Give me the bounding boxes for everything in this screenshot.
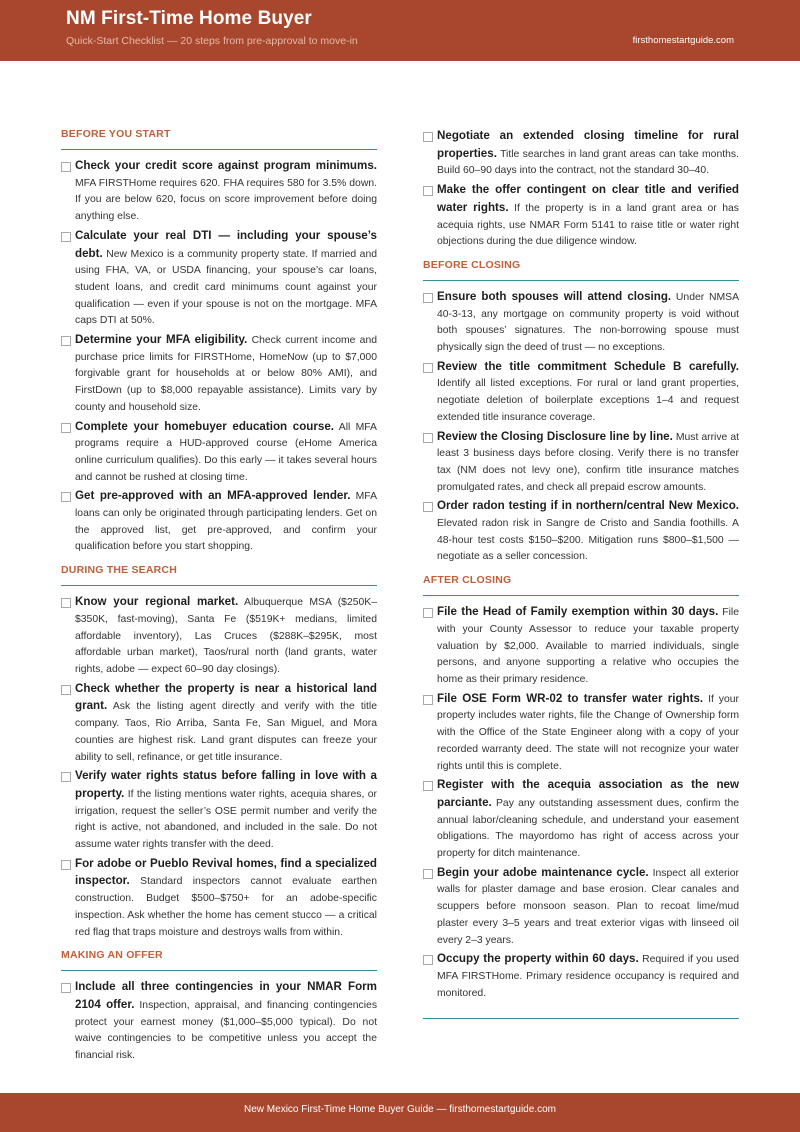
checklist-item-title: Register with the acequia association as the new parciante.: [437, 778, 739, 809]
checklist-item-description: If the property is in a land grant area or has acequia rights, use NMAR Form 5141 to raise title or water right objections during the due diligence window.: [437, 202, 739, 248]
checklist-item-title: Make the offer contingent on clear title and verified water rights.: [437, 183, 739, 214]
checklist-item-title: Calculate your real DTI — including your spouse’s debt.: [75, 228, 377, 260]
checklist-item: [61, 681, 377, 767]
closing-divider: [423, 1018, 739, 1019]
checklist-item-description: All MFA programs require a HUD-approved course (eHome America online curriculum qualifies). Do this early — it takes several hours and cannot be rushed at closing time.: [75, 421, 377, 483]
checklist-item: [423, 777, 739, 863]
checklist-item-title: Begin your adobe maintenance cycle.: [437, 865, 649, 879]
checklist-item: [61, 979, 377, 1065]
checklist-item-title: Know your regional market.: [75, 595, 239, 609]
checklist-item-description: Identify all listed exceptions. For rural or land grant properties, negotiate deletion of boilerplate exceptions 1–4 and request extended title insurance coverage.: [437, 378, 739, 423]
checklist-item: [61, 158, 377, 226]
page-title: NM First-Time Home Buyer: [66, 8, 312, 29]
checkbox[interactable]: [61, 423, 71, 433]
checkbox[interactable]: [423, 502, 433, 512]
checklist-item-description: Required if you used MFA FIRSTHome. Primary residence occupancy is required and monitored.: [437, 954, 740, 999]
section-before-closing: [423, 259, 739, 566]
checklist-item: [423, 429, 739, 497]
checkbox[interactable]: [61, 336, 71, 346]
checklist-item-title: Occupy the property within 60 days.: [437, 952, 639, 966]
checkbox[interactable]: [61, 983, 71, 993]
checklist-item: [61, 594, 377, 679]
checklist-item-description: MFA loans can only be originated through participating lenders. Get on the approved list, get pre-approved, and confirm your qualification before you start shopping.: [75, 491, 378, 553]
checklist-item-description: Albuquerque MSA ($250K–$350K, fast-moving), Santa Fe ($519K+ medians, limited affordable inventory), Las Cruces ($288K–$295K, most affordable urban market), Taos/rural north (land grants, water rights, adobe — expect 60–90 day closings).: [75, 597, 377, 675]
section-making-an-offer-continued: [423, 128, 739, 251]
right-column: [423, 128, 739, 1019]
checkbox[interactable]: [61, 232, 71, 242]
section-title: BEFORE YOU START: [61, 128, 377, 150]
checklist-item-description: Inspect all exterior walls for plaster damage and base erosion. Clear canales and scuppers before monsoon season. Plan to recoat lime/mud plaster every 3–5 years and treat exterior vigas with linseed oil every 2–3 years.: [437, 867, 740, 946]
checklist-item-description: MFA FIRSTHome requires 620. FHA requires 580 for 3.5% down. If you are below 620, focus on score improvement before doing anything else.: [75, 177, 377, 223]
section-during-the-search: [61, 564, 377, 941]
checklist-item-description: Check current income and purchase price limits for FIRSTHome, HomeNow (up to $7,000 forgivable grant for households at or below 80% AMI), and FirstDown (up to $8,000 repayable assistance). Limits vary by county and household size.: [75, 335, 378, 413]
section-after-closing: [423, 574, 739, 1002]
checklist-item-description: Ask the listing agent directly and verify with the title company. Taos, Rio Arriba, Santa Fe, San Miguel, and Mora counties are highest risk. Land grant disputes can freeze your ability to sell, refinance, or get title insurance.: [75, 701, 377, 763]
checklist-item-title: Determine your MFA eligibility.: [75, 333, 248, 347]
footer-text: New Mexico First-Time Home Buyer Guide — firsthomestartguide.com: [244, 1104, 556, 1115]
checklist-item-title: Include all three contingencies in your NMAR Form 2104 offer.: [75, 980, 377, 1011]
checklist-item-title: Review the title commitment Schedule B carefully.: [437, 359, 739, 373]
checklist-item-description: Must arrive at least 3 business days before closing. Verify there is no transfer tax (NM does not levy one), confirm title insurance matches promulgated rates, and check all prepaid escrow amounts.: [437, 431, 739, 493]
checklist-item-title: Complete your homebuyer education course.: [75, 419, 335, 433]
section-title: DURING THE SEARCH: [61, 564, 377, 586]
left-column: [61, 128, 377, 1073]
checklist-item: [423, 691, 739, 776]
checklist-item-description: Standard inspectors cannot evaluate earthen construction. Budget $500–$750+ for an adobe-specific inspection. Ask whether the home has cement stucco — a critical red flag that traps moisture and destroys walls from within.: [75, 876, 377, 938]
checklist-item-title: Check whether the property is near a historical land grant.: [75, 681, 377, 713]
checklist-item: [423, 498, 739, 566]
checkbox[interactable]: [423, 132, 433, 142]
checklist-item-description: Inspection, appraisal, and financing contingencies protect your earnest money ($1,000–$5,000 typical). Do not waive contingencies to be competitive unless you accept the financial risk.: [75, 999, 378, 1062]
checklist-item: [423, 865, 739, 950]
checklist-item: [61, 768, 377, 854]
section-title: AFTER CLOSING: [423, 574, 739, 596]
checkbox[interactable]: [423, 433, 433, 443]
checkbox[interactable]: [423, 869, 433, 879]
checklist-item-title: Check your credit score against program minimums.: [75, 159, 377, 172]
checklist-item-title: Ensure both spouses will attend closing.: [437, 289, 672, 303]
checklist-item: [423, 182, 739, 251]
checklist-item-description: Elevated radon risk in Sangre de Cristo and Sandia foothills. A 48-hour test costs $150–$200. Mitigation runs $800–$1,500 — negotiate as a seller concession.: [437, 518, 739, 563]
checklist-item: [423, 951, 739, 1002]
checkbox[interactable]: [423, 781, 433, 791]
section-before-you-start: [61, 128, 377, 556]
checkbox[interactable]: [423, 186, 433, 196]
checklist-item: [61, 228, 377, 330]
checkbox[interactable]: [61, 162, 71, 172]
checklist-item-title: Get pre-approved with an MFA-approved lender.: [75, 489, 351, 503]
checklist-item-title: File the Head of Family exemption within 30 days.: [437, 605, 719, 619]
checkbox[interactable]: [61, 685, 71, 695]
checklist-item-title: For adobe or Pueblo Revival homes, find a specialized inspector.: [75, 856, 377, 888]
checkbox[interactable]: [423, 608, 433, 618]
section-title: MAKING AN OFFER: [61, 949, 377, 971]
checklist-item-description: New Mexico is a community property state. If married and using FHA, VA, or USDA financing, your spouse’s car loans, student loans, and credit card minimums count against your qualification — even if your spouse is not on the mortgage. MFA caps DTI at 50%.: [75, 248, 378, 327]
page-header: [0, 0, 800, 61]
checkbox[interactable]: [423, 695, 433, 705]
checklist-item-description: Title searches in land grant areas can take months. Build 60–90 days into the contract, not the standard 30–40.: [437, 148, 739, 177]
checklist-item-description: If the listing mentions water rights, acequia shares, or irrigation, request the seller’s OSE permit number and verify the right is active, not abandoned, and included in the sale. Do not assume water rights transfer with the deed.: [75, 788, 377, 851]
checkbox[interactable]: [61, 772, 71, 782]
checklist-item-description: Under NMSA 40-3-13, any mortgage on community property is void without both spouses’ signatures. The non-borrowing spouse must physically sign the deed of trust — no exceptions.: [437, 291, 739, 354]
checklist-item: [61, 332, 377, 417]
checklist-item-title: File OSE Form WR-02 to transfer water rights.: [437, 691, 704, 705]
section-title: BEFORE CLOSING: [423, 259, 739, 281]
checklist-item: [423, 359, 739, 427]
checklist-item-title: Order radon testing if in northern/central New Mexico.: [437, 499, 739, 513]
checkbox[interactable]: [423, 293, 433, 303]
header-site-link[interactable]: firsthomestartguide.com: [632, 35, 734, 46]
page-footer: [0, 1093, 800, 1132]
checklist-item: [61, 419, 377, 487]
checkbox[interactable]: [61, 598, 71, 608]
checklist-item: [423, 128, 739, 180]
checkbox[interactable]: [423, 955, 433, 965]
checkbox[interactable]: [61, 860, 71, 870]
checklist-item-title: Negotiate an extended closing timeline for rural properties.: [437, 129, 739, 160]
checklist-item: [423, 289, 739, 357]
checkbox[interactable]: [423, 363, 433, 373]
checklist-item: [61, 856, 377, 942]
checklist-item-description: If your property includes water rights, file the Change of Ownership form with the Office of the State Engineer along with a copy of your recorded warranty deed. The state will not recognize your water rights until this is complete.: [437, 693, 740, 772]
checklist-item-description: Pay any outstanding assessment dues, confirm the annual labor/cleaning schedule, and understand your easement obligations. The mayordomo has right of access across your property for ditch maintenance.: [437, 797, 740, 860]
checklist-item: [423, 604, 739, 689]
checklist-item: [61, 488, 377, 556]
checkbox[interactable]: [61, 492, 71, 502]
checklist-item-title: Verify water rights status before falling in love with a property.: [75, 769, 377, 800]
section-making-an-offer: [61, 949, 377, 1065]
page-subtitle: Quick-Start Checklist — 20 steps from pre-approval to move-in: [66, 35, 358, 47]
checklist-item-description: File with your County Assessor to reduce your taxable property valuation by $2,000. Available to married individuals, single persons, and anyone supporting a relative who occupies the home as their primary residence.: [437, 607, 739, 685]
checklist-item-title: Review the Closing Disclosure line by line.: [437, 429, 673, 443]
